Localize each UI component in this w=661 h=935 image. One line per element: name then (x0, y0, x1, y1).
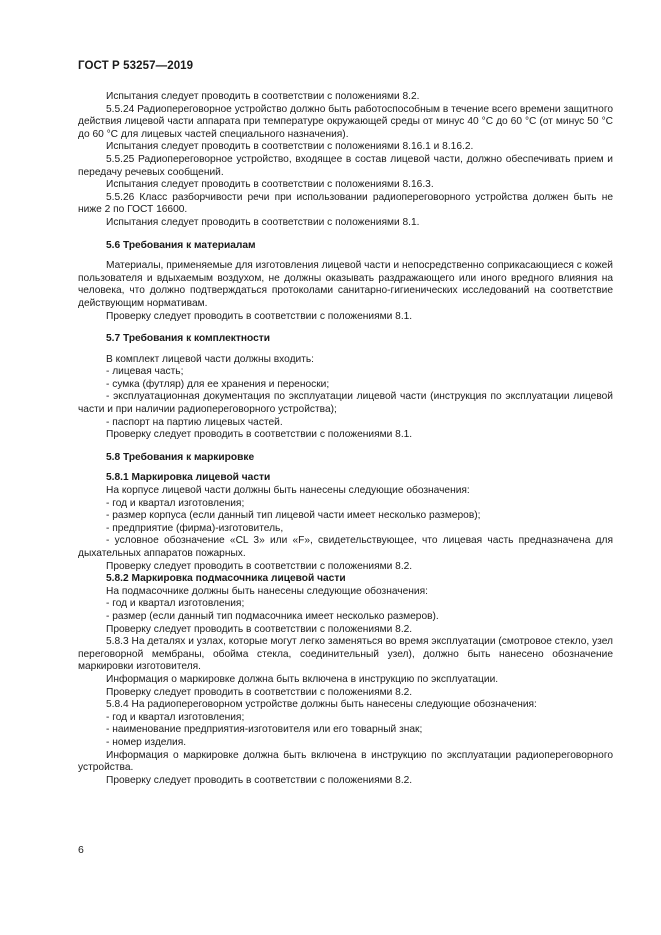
list-item: - год и квартал изготовления; (106, 598, 245, 610)
paragraph: На корпусе лицевой части должны быть нанесены следующие обозначения: (106, 485, 470, 497)
section-heading-5-8: 5.8 Требования к маркировке (106, 451, 255, 463)
paragraph: Испытания следует проводить в соответствии с положениями 8.16.3. (106, 179, 434, 191)
clause-5-5-25: 5.5.25 Радиопереговорное устройство, входящее в состав лицевой части, должно обеспечивать прием и передачу речевых сообщений. (78, 153, 613, 178)
list-item: - эксплуатационная документация по эксплуатации лицевой части (инструкция по эксплуатации лицевой части и при наличии радиопереговорного устройства); (78, 391, 613, 416)
page-number: 6 (78, 844, 84, 856)
document-header: ГОСТ Р 53257—2019 (78, 60, 194, 72)
paragraph: Испытания следует проводить в соответствии с положениями 8.16.1 и 8.16.2. (106, 141, 474, 153)
paragraph: Проверку следует проводить в соответствии с положениями 8.2. (106, 560, 413, 572)
document-body (78, 91, 613, 787)
list-item: - размер корпуса (если данный тип лицевой части имеет несколько размеров); (106, 510, 481, 522)
list-item: - год и квартал изготовления; (106, 711, 245, 723)
list-item: - наименование предприятия-изготовителя или его товарный знак; (106, 724, 423, 736)
paragraph: На подмасочнике должны быть нанесены следующие обозначения: (106, 585, 428, 597)
list-item: - сумка (футляр) для ее хранения и переноски; (106, 378, 330, 390)
list-item: - номер изделия. (106, 736, 187, 748)
paragraph: Информация о маркировке должна быть включена в инструкцию по эксплуатации. (106, 673, 499, 685)
paragraph: Материалы, применяемые для изготовления лицевой части и непосредственно соприкасающиеся с кожей пользователя и вдыхаемым воздухом, не должны оказывать раздражающего или иного вредного влияния на человека, что должно подтверждаться протоколами санитарно-гигиенических исследований на соответствие действующим нормативам. (78, 260, 613, 309)
paragraph: Информация о маркировке должна быть включена в инструкцию по эксплуатации радиопереговорного устройства. (78, 749, 613, 774)
section-heading-5-7: 5.7 Требования к комплектности (106, 333, 271, 345)
paragraph: Испытания следует проводить в соответствии с положениями 8.2. (106, 91, 420, 102)
list-item: - год и квартал изготовления; (106, 497, 245, 509)
paragraph: Испытания следует проводить в соответствии с положениями 8.1. (106, 216, 420, 228)
list-item: - условное обозначение «CL 3» или «F», свидетельствующее, что лицевая часть предназначена для дыхательных аппаратов пожарных. (78, 535, 613, 559)
clause-5-5-26: 5.5.26 Класс разборчивости речи при использовании радиопереговорного устройства должен быть не ниже 2 по ГОСТ 16600. (78, 191, 613, 216)
clause-5-8-4: 5.8.4 На радиопереговорном устройстве должны быть нанесены следующие обозначения: (106, 699, 537, 711)
clause-5-8-3: 5.8.3 На деталях и узлах, которые могут легко заменяться во время эксплуатации (смотровое стекло, узел переговорной мембраны, обойма стекла, соединительный узел), должно быть нанесено обозначение маркировки изготовителя. (78, 636, 613, 673)
section-heading-5-6: 5.6 Требования к материалам (106, 239, 256, 251)
paragraph: Проверку следует проводить в соответствии с положениями 8.1. (106, 310, 413, 322)
paragraph: Проверку следует проводить в соответствии с положениями 8.2. (106, 686, 413, 698)
paragraph: Проверку следует проводить в соответствии с положениями 8.2. (106, 623, 413, 635)
list-item: - лицевая часть; (106, 366, 184, 378)
paragraph: Проверку следует проводить в соответствии с положениями 8.1. (106, 429, 413, 441)
list-item: - размер (если данный тип подмасочника имеет несколько размеров). (106, 610, 439, 622)
subsection-heading-5-8-1: 5.8.1 Маркировка лицевой части (106, 472, 271, 484)
paragraph: В комплект лицевой части должны входить: (106, 353, 315, 365)
clause-5-5-24: 5.5.24 Радиопереговорное устройство должно быть работоспособным в течение всего времени защитного действия лицевой части аппарата при температуре окружающей среды от минус 40 °С до 60 °С (от минус 50 °С до 60 °С для лицевых частей специального назначения). (78, 103, 613, 140)
list-item: - паспорт на партию лицевых частей. (106, 416, 283, 428)
list-item: - предприятие (фирма)-изготовитель, (106, 522, 284, 534)
subsection-heading-5-8-2: 5.8.2 Маркировка подмасочника лицевой части (106, 573, 346, 585)
paragraph: Проверку следует проводить в соответствии с положениями 8.2. (106, 774, 413, 786)
